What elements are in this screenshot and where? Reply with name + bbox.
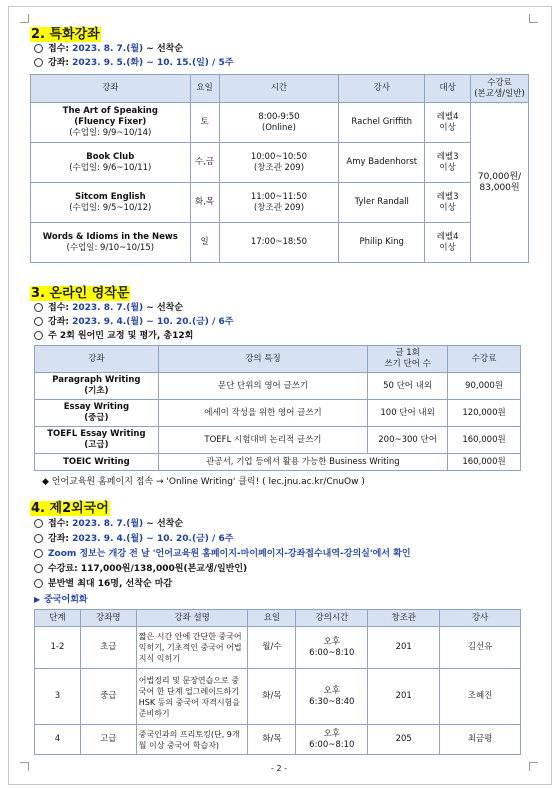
s2-course-line: 강좌: 2023. 9. 5.(화) ~ 10. 15.(일) / 5주 xyxy=(34,57,233,69)
s4-subheading: ▶ 중국어회화 xyxy=(34,595,88,605)
circle-bullet-icon xyxy=(34,44,43,53)
circle-bullet-icon xyxy=(34,519,43,528)
header-cell: 강사 xyxy=(440,610,521,627)
course-cell: TOEIC Writing xyxy=(35,454,159,471)
chinese-course-table xyxy=(34,609,521,755)
teacher-cell: 최금평 xyxy=(440,725,521,755)
desc-cell: 중국인과의 프리토킹(단, 9개월 이상 중국어 학습자) xyxy=(136,725,248,755)
s4-zoom-line: Zoom 정보는 개강 전 날 '언어교육원 홈페이지-마이페이지-강좌접수내역-강의실'에서 확인 xyxy=(34,548,411,560)
s4-course-line: 강좌: 2023. 9. 4.(월) ~ 10. 20.(금) / 6주 xyxy=(34,533,233,545)
level-name-cell: 고급 xyxy=(80,725,136,755)
day-cell: 토 xyxy=(190,103,219,143)
page-number: - 2 - xyxy=(271,764,287,773)
teacher-cell: Tyler Randall xyxy=(339,183,425,223)
online-writing-link-note: ◆ 언어교육원 홈페이지 접속 → 'Online Writing' 클릭! ( lec.jnu.ac.kr/CnuOw ) xyxy=(42,477,365,487)
circle-bullet-icon xyxy=(34,331,43,340)
header-cell: 강사 xyxy=(339,75,425,103)
time-cell: 오후 6:00~8:10 xyxy=(296,627,368,669)
desc-cell: 문단 단위의 영어 글쓰기 xyxy=(158,373,367,400)
teacher-cell: Rachel Griffith xyxy=(339,103,425,143)
time-cell: 오후 6:00~8:10 xyxy=(296,725,368,755)
circle-bullet-icon xyxy=(34,303,43,312)
header-cell: 수강료 xyxy=(448,346,521,373)
step-cell: 1-2 xyxy=(35,627,81,669)
level-cell: 레벨4 이상 xyxy=(425,223,471,263)
day-cell: 일 xyxy=(190,223,219,263)
table-header-row xyxy=(35,610,521,627)
level-cell: 레벨3 이상 xyxy=(425,183,471,223)
header-cell: 창조관 xyxy=(368,610,440,627)
fee-cell: 120,000원 xyxy=(448,400,521,427)
level-cell: 레벨4 이상 xyxy=(425,103,471,143)
special-course-table xyxy=(30,74,529,263)
circle-bullet-icon xyxy=(34,579,43,588)
room-cell: 201 xyxy=(368,669,440,725)
s3-register-line: 접수: 2023. 8. 7.(월) ~ 선착순 xyxy=(34,302,183,314)
fee-cell: 70,000원/ 83,000원 xyxy=(471,103,529,263)
table-header-row xyxy=(35,346,521,373)
section-title-special: 2. 특화강좌 xyxy=(31,27,100,42)
time-cell: 오후 6:30~8:40 xyxy=(296,669,368,725)
course-cell: The Art of Speaking (Fluency Fixer) (수업일: 9/9~10/14) xyxy=(31,103,191,143)
day-cell: 월/수 xyxy=(248,627,296,669)
circle-bullet-icon xyxy=(34,58,43,67)
table-row xyxy=(35,669,521,725)
s3-course-line: 강좌: 2023. 9. 4.(월) ~ 10. 20.(금) / 6주 xyxy=(34,316,233,328)
corner-mark xyxy=(20,14,29,23)
fee-cell: 160,000원 xyxy=(448,427,521,454)
desc-cell: 짧은 시간 안에 간단한 중국어 익히기, 기초적인 중국어 어법 지식 익히기 xyxy=(136,627,248,669)
header-cell: 단계 xyxy=(35,610,81,627)
teacher-cell: Amy Badenhorst xyxy=(339,143,425,183)
table-row xyxy=(31,103,529,143)
fee-cell: 90,000원 xyxy=(448,373,521,400)
room-cell: 205 xyxy=(368,725,440,755)
course-cell: Words & Idioms in the News (수업일: 9/10~10/15) xyxy=(31,223,191,263)
teacher-cell: Philip King xyxy=(339,223,425,263)
level-name-cell: 초급 xyxy=(80,627,136,669)
circle-bullet-icon xyxy=(34,564,43,573)
header-cell: 강좌 xyxy=(35,346,159,373)
header-cell: 시간 xyxy=(219,75,339,103)
corner-mark xyxy=(529,14,538,23)
desc-cell: TOEFL 시험대비 논리적 글쓰기 xyxy=(158,427,367,454)
day-cell: 화,목 xyxy=(190,183,219,223)
header-cell: 강좌 설명 xyxy=(136,610,248,627)
section-title-second-language: 4. 제2외국어 xyxy=(31,501,109,516)
table-row xyxy=(35,427,521,454)
time-cell: 8:00-9:50 (Online) xyxy=(219,103,339,143)
course-cell: Book Club (수업일: 9/6~10/11) xyxy=(31,143,191,183)
section-title-online-writing: 3. 온라인 영작문 xyxy=(31,286,130,301)
time-cell: 11:00~11:50 (창조관 209) xyxy=(219,183,339,223)
header-cell: 대상 xyxy=(425,75,471,103)
desc-cell: 어법정리 및 문장연습으로 중국어 한 단계 업그레이드하기 HSK 등의 중국어 자격시험을 준비하기 xyxy=(136,669,248,725)
words-cell: 50 단어 내외 xyxy=(368,373,448,400)
s4-capacity-line: 분반별 최대 16명, 선착순 마감 xyxy=(34,578,172,590)
table-row xyxy=(35,454,521,471)
s4-fee-line: 수강료: 117,000원/138,000원(본교생/일반인) xyxy=(34,563,247,575)
s2-register-line: 접수: 2023. 8. 7.(월) ~ 선착순 xyxy=(34,43,183,55)
desc-cell: 관공서, 기업 등에서 활용 가능한 Business Writing xyxy=(158,454,447,471)
header-cell: 강좌 xyxy=(31,75,191,103)
table-row xyxy=(31,183,529,223)
course-cell: Essay Writing (중급) xyxy=(35,400,159,427)
header-cell: 글 1회 쓰기 단어 수 xyxy=(368,346,448,373)
header-cell: 강좌명 xyxy=(80,610,136,627)
desc-cell: 에세이 작성을 위한 영어 글쓰기 xyxy=(158,400,367,427)
triangle-right-icon: ▶ xyxy=(34,595,41,604)
table-row xyxy=(35,400,521,427)
table-row xyxy=(31,223,529,263)
table-header-row xyxy=(31,75,529,103)
words-cell: 100 단어 내외 xyxy=(368,400,448,427)
time-cell: 17:00~18:50 xyxy=(219,223,339,263)
course-cell: Sitcom English (수업일: 9/5~10/12) xyxy=(31,183,191,223)
time-cell: 10:00~10:50 (창조관 209) xyxy=(219,143,339,183)
day-cell: 화/목 xyxy=(248,669,296,725)
header-cell: 강의 특징 xyxy=(158,346,367,373)
room-cell: 201 xyxy=(368,627,440,669)
day-cell: 화/목 xyxy=(248,725,296,755)
online-writing-table xyxy=(34,345,521,471)
circle-bullet-icon xyxy=(34,317,43,326)
step-cell: 3 xyxy=(35,669,81,725)
teacher-cell: 조혜진 xyxy=(440,669,521,725)
table-row xyxy=(35,627,521,669)
header-cell: 요일 xyxy=(248,610,296,627)
table-row xyxy=(31,143,529,183)
fee-cell: 160,000원 xyxy=(448,454,521,471)
table-row xyxy=(35,373,521,400)
step-cell: 4 xyxy=(35,725,81,755)
header-cell: 요일 xyxy=(190,75,219,103)
course-cell: TOEFL Essay Writing (고급) xyxy=(35,427,159,454)
course-cell: Paragraph Writing (기초) xyxy=(35,373,159,400)
table-row xyxy=(35,725,521,755)
teacher-cell: 김선유 xyxy=(440,627,521,669)
s4-register-line: 접수: 2023. 8. 7.(월) ~ 선착순 xyxy=(34,518,183,530)
level-cell: 레벨3 이상 xyxy=(425,143,471,183)
level-name-cell: 중급 xyxy=(80,669,136,725)
s3-note-line: 주 2회 원어민 교정 및 평가, 총12회 xyxy=(34,330,193,342)
circle-bullet-icon xyxy=(34,549,43,558)
words-cell: 200~300 단어 xyxy=(368,427,448,454)
day-cell: 수,금 xyxy=(190,143,219,183)
header-cell: 수강료 (본교생/일반) xyxy=(471,75,529,103)
circle-bullet-icon xyxy=(34,534,43,543)
header-cell: 강의시간 xyxy=(296,610,368,627)
